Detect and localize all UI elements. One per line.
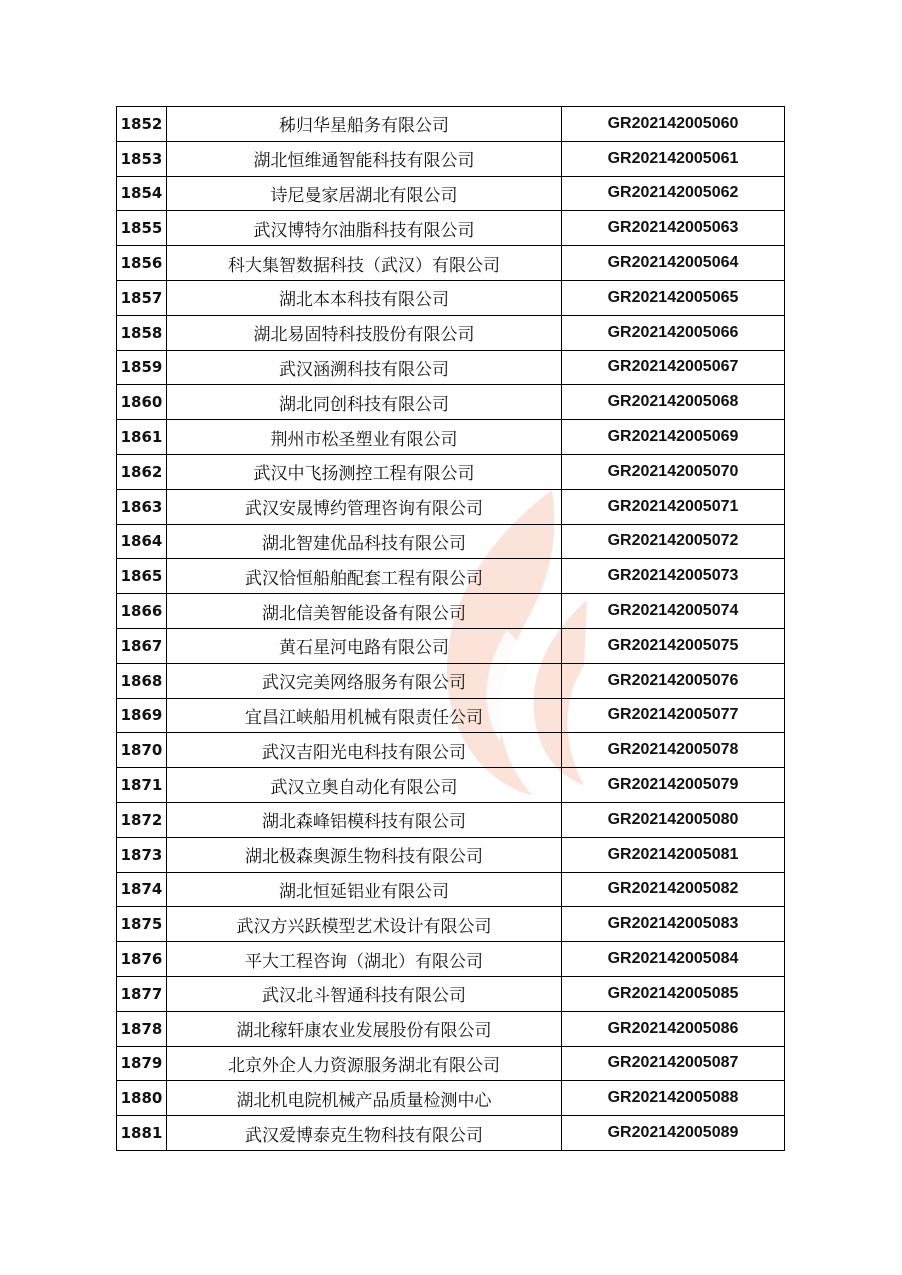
table-row xyxy=(117,942,785,977)
row-number: 1856 xyxy=(117,246,167,281)
certificate-number: GR202142005065 xyxy=(562,280,785,315)
table-row xyxy=(117,559,785,594)
certificate-number: GR202142005087 xyxy=(562,1046,785,1081)
certificate-number: GR202142005076 xyxy=(562,663,785,698)
certificate-number: GR202142005062 xyxy=(562,176,785,211)
table-row xyxy=(117,315,785,350)
company-name: 湖北易固特科技股份有限公司 xyxy=(167,315,562,350)
table-row xyxy=(117,907,785,942)
table-row xyxy=(117,1046,785,1081)
table-row xyxy=(117,628,785,663)
company-name: 武汉完美网络服务有限公司 xyxy=(167,663,562,698)
company-name: 诗尼曼家居湖北有限公司 xyxy=(167,176,562,211)
row-number: 1867 xyxy=(117,628,167,663)
certificate-number: GR202142005077 xyxy=(562,698,785,733)
certificate-number: GR202142005066 xyxy=(562,315,785,350)
table-row xyxy=(117,802,785,837)
table-row xyxy=(117,733,785,768)
row-number: 1868 xyxy=(117,663,167,698)
certificate-number: GR202142005069 xyxy=(562,420,785,455)
row-number: 1865 xyxy=(117,559,167,594)
row-number: 1861 xyxy=(117,420,167,455)
table-row xyxy=(117,489,785,524)
company-name: 武汉安晟博约管理咨询有限公司 xyxy=(167,489,562,524)
row-number: 1871 xyxy=(117,768,167,803)
row-number: 1864 xyxy=(117,524,167,559)
company-name: 湖北极森奥源生物科技有限公司 xyxy=(167,837,562,872)
company-name: 北京外企人力资源服务湖北有限公司 xyxy=(167,1046,562,1081)
company-name: 湖北稼轩康农业发展股份有限公司 xyxy=(167,1011,562,1046)
row-number: 1873 xyxy=(117,837,167,872)
row-number: 1857 xyxy=(117,280,167,315)
company-name: 武汉恰恒船舶配套工程有限公司 xyxy=(167,559,562,594)
certificate-number: GR202142005089 xyxy=(562,1116,785,1151)
row-number: 1870 xyxy=(117,733,167,768)
certificate-number: GR202142005078 xyxy=(562,733,785,768)
table-row xyxy=(117,211,785,246)
table-row xyxy=(117,246,785,281)
company-name: 平大工程咨询（湖北）有限公司 xyxy=(167,942,562,977)
certificate-number: GR202142005086 xyxy=(562,1011,785,1046)
table-row xyxy=(117,454,785,489)
certificate-number: GR202142005075 xyxy=(562,628,785,663)
company-name: 湖北恒延铝业有限公司 xyxy=(167,872,562,907)
certificate-number: GR202142005061 xyxy=(562,141,785,176)
company-name: 湖北同创科技有限公司 xyxy=(167,385,562,420)
company-name: 武汉吉阳光电科技有限公司 xyxy=(167,733,562,768)
row-number: 1859 xyxy=(117,350,167,385)
table-row xyxy=(117,663,785,698)
row-number: 1881 xyxy=(117,1116,167,1151)
row-number: 1853 xyxy=(117,141,167,176)
company-name: 武汉立奥自动化有限公司 xyxy=(167,768,562,803)
table-row xyxy=(117,1081,785,1116)
certificate-number: GR202142005084 xyxy=(562,942,785,977)
company-name: 武汉博特尔油脂科技有限公司 xyxy=(167,211,562,246)
row-number: 1875 xyxy=(117,907,167,942)
company-name: 湖北森峰铝模科技有限公司 xyxy=(167,802,562,837)
certificate-number: GR202142005083 xyxy=(562,907,785,942)
company-name: 武汉中飞扬测控工程有限公司 xyxy=(167,454,562,489)
table-row xyxy=(117,1011,785,1046)
table-row xyxy=(117,698,785,733)
table-row xyxy=(117,141,785,176)
certificate-number: GR202142005068 xyxy=(562,385,785,420)
company-name: 黄石星河电路有限公司 xyxy=(167,628,562,663)
certificate-number: GR202142005073 xyxy=(562,559,785,594)
certificate-number: GR202142005063 xyxy=(562,211,785,246)
row-number: 1855 xyxy=(117,211,167,246)
table-row xyxy=(117,524,785,559)
table-row xyxy=(117,385,785,420)
row-number: 1877 xyxy=(117,976,167,1011)
company-name: 秭归华星船务有限公司 xyxy=(167,107,562,142)
table-row xyxy=(117,837,785,872)
table-row xyxy=(117,872,785,907)
table-row xyxy=(117,350,785,385)
certificate-table xyxy=(116,106,785,1151)
table-row xyxy=(117,768,785,803)
table-row xyxy=(117,280,785,315)
table-row xyxy=(117,976,785,1011)
company-name: 武汉北斗智通科技有限公司 xyxy=(167,976,562,1011)
certificate-number: GR202142005067 xyxy=(562,350,785,385)
certificate-number: GR202142005088 xyxy=(562,1081,785,1116)
row-number: 1872 xyxy=(117,802,167,837)
certificate-number: GR202142005080 xyxy=(562,802,785,837)
table-row xyxy=(117,594,785,629)
row-number: 1852 xyxy=(117,107,167,142)
row-number: 1854 xyxy=(117,176,167,211)
certificate-number: GR202142005081 xyxy=(562,837,785,872)
table-row xyxy=(117,107,785,142)
row-number: 1858 xyxy=(117,315,167,350)
company-name: 武汉爱博泰克生物科技有限公司 xyxy=(167,1116,562,1151)
company-name: 湖北智建优品科技有限公司 xyxy=(167,524,562,559)
certificate-number: GR202142005072 xyxy=(562,524,785,559)
company-name: 科大集智数据科技（武汉）有限公司 xyxy=(167,246,562,281)
certificate-number: GR202142005085 xyxy=(562,976,785,1011)
certificate-number: GR202142005082 xyxy=(562,872,785,907)
company-name: 湖北本本科技有限公司 xyxy=(167,280,562,315)
certificate-number: GR202142005060 xyxy=(562,107,785,142)
company-name: 湖北机电院机械产品质量检测中心 xyxy=(167,1081,562,1116)
row-number: 1876 xyxy=(117,942,167,977)
company-name: 湖北恒维通智能科技有限公司 xyxy=(167,141,562,176)
row-number: 1879 xyxy=(117,1046,167,1081)
table-row xyxy=(117,176,785,211)
table-row xyxy=(117,420,785,455)
certificate-number: GR202142005070 xyxy=(562,454,785,489)
company-name: 湖北信美智能设备有限公司 xyxy=(167,594,562,629)
company-name: 荆州市松圣塑业有限公司 xyxy=(167,420,562,455)
company-name: 武汉方兴跃模型艺术设计有限公司 xyxy=(167,907,562,942)
certificate-number: GR202142005064 xyxy=(562,246,785,281)
row-number: 1863 xyxy=(117,489,167,524)
row-number: 1880 xyxy=(117,1081,167,1116)
row-number: 1874 xyxy=(117,872,167,907)
row-number: 1860 xyxy=(117,385,167,420)
row-number: 1878 xyxy=(117,1011,167,1046)
company-name: 武汉涵溯科技有限公司 xyxy=(167,350,562,385)
company-name: 宜昌江峡船用机械有限责任公司 xyxy=(167,698,562,733)
row-number: 1869 xyxy=(117,698,167,733)
certificate-number: GR202142005071 xyxy=(562,489,785,524)
certificate-number: GR202142005079 xyxy=(562,768,785,803)
row-number: 1862 xyxy=(117,454,167,489)
table-row xyxy=(117,1116,785,1151)
row-number: 1866 xyxy=(117,594,167,629)
certificate-number: GR202142005074 xyxy=(562,594,785,629)
